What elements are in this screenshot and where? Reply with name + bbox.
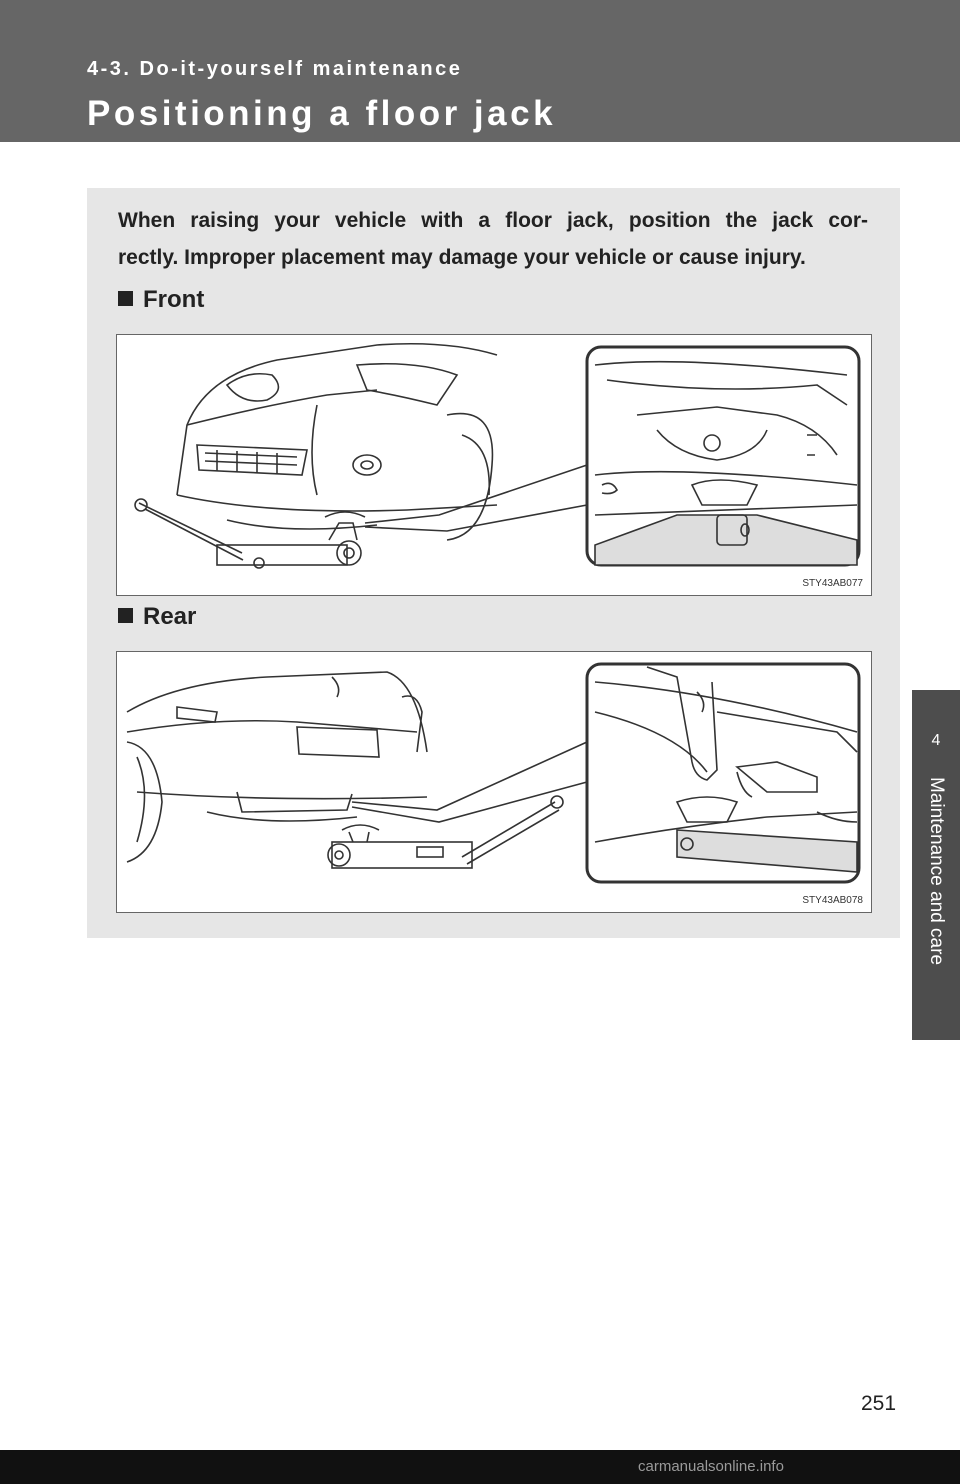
rear-jack-illustration	[116, 651, 872, 913]
chapter-side-tab[interactable]	[912, 690, 960, 1040]
rear-car-jack-drawing	[117, 652, 872, 913]
figure-code: STY43AB078	[802, 895, 863, 906]
front-heading	[118, 286, 204, 314]
intro-line-1: When raising your vehicle with a floor jack, position the jack cor-	[118, 209, 868, 232]
front-heading-label: Front	[143, 286, 205, 313]
front-jack-illustration	[116, 334, 872, 596]
page-number: 251	[861, 1392, 897, 1415]
rear-heading	[118, 603, 196, 631]
section-label: 4-3. Do-it-yourself maintenance	[87, 58, 463, 80]
page-title: Positioning a floor jack	[87, 94, 557, 133]
intro-paragraph	[118, 202, 868, 276]
square-bullet-icon	[118, 608, 133, 623]
rear-heading-label: Rear	[143, 603, 197, 630]
chapter-tab-label: Maintenance and care	[926, 777, 947, 966]
chapter-number: 4	[931, 732, 941, 749]
footer-bar	[0, 1450, 960, 1484]
chapter-header	[0, 0, 960, 142]
figure-code: STY43AB077	[802, 578, 863, 589]
watermark-text[interactable]: carmanualsonline.info	[638, 1458, 784, 1475]
square-bullet-icon	[118, 291, 133, 306]
front-car-jack-drawing	[117, 335, 872, 596]
intro-line-2: rectly. Improper placement may damage your vehicle or cause injury.	[118, 246, 806, 269]
